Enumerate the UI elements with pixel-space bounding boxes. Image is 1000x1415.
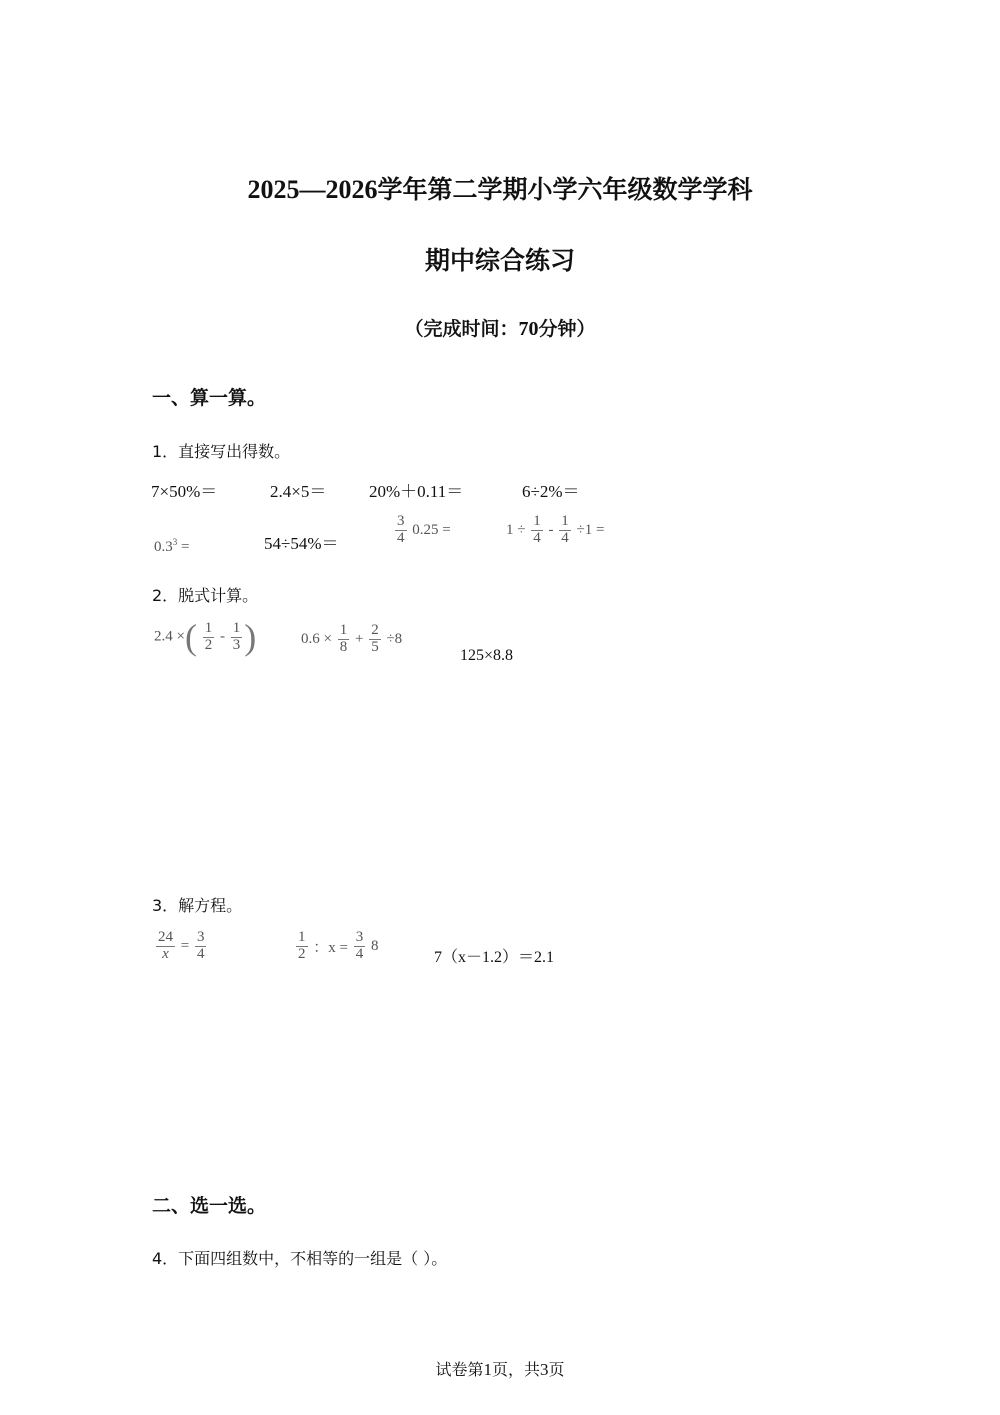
fraction: $\frac{3}{4}$	[196, 929, 205, 962]
q1-expr-1: 7×50%＝	[151, 482, 218, 501]
q3-equation-1: $\frac{24}{x}$ = $\frac{3}{4}$	[158, 929, 205, 962]
q1-expr-4: 6÷2%＝	[522, 482, 580, 501]
fraction: $\frac{1}{3}$	[232, 619, 241, 653]
fraction: $\frac{1}{4}$	[561, 513, 569, 546]
q2-expr-1: 2.4 ×( $\frac{1}{2}$ - $\frac{1}{3}$ )	[154, 617, 257, 657]
q1-expr-7: $\frac{3}{4}$ 0.25 =	[397, 513, 451, 546]
fraction: $\frac{1}{4}$	[533, 513, 541, 546]
fraction: $\frac{3}{4}$	[397, 513, 405, 546]
fraction: $\frac{24}{x}$	[158, 929, 173, 962]
fraction: $\frac{3}{4}$	[355, 929, 364, 962]
q1-expr-6: 54÷54%＝	[264, 534, 339, 553]
page-title	[0, 170, 1000, 206]
fraction: $\frac{1}{2}$	[298, 929, 306, 962]
fraction: $\frac{2}{5}$	[371, 622, 379, 655]
page-footer: 试卷第1页，共3页	[435, 1360, 565, 1379]
question-3-label: 3．解方程。	[152, 896, 243, 915]
question-2-label: 2．脱式计算。	[152, 586, 259, 605]
q1-expr-5: $0.3^3$ =	[154, 537, 190, 555]
question-4-label: 4．下面四组数中，不相等的一组是（ ）。	[152, 1249, 448, 1268]
fraction: $\frac{1}{2}$	[204, 619, 213, 653]
q2-expr-3: 125×8.8	[460, 647, 514, 664]
q1-expr-3: 20%＋0.11＝	[369, 482, 464, 501]
page-subtitle: 期中综合练习	[424, 246, 575, 275]
q2-expr-2: 0.6 × $\frac{1}{8}$ + $\frac{2}{5}$ ÷8	[301, 622, 403, 655]
q1-expr-8: 1 ÷ $\frac{1}{4}$ - $\frac{1}{4}$ ÷1 =	[506, 513, 605, 546]
q3-equation-3: 7（x－1.2）＝2.1	[434, 949, 555, 966]
question-1-label: 1．直接写出得数。	[152, 442, 291, 461]
time-limit: （完成时间：70分钟）	[404, 318, 596, 340]
section-heading-calc: 一、算一算。	[152, 387, 267, 409]
q3-equation-2: $\frac{1}{2}$ ：x = $\frac{3}{4}$ 8	[298, 929, 379, 962]
school-years: 2025—2026	[247, 175, 378, 204]
fraction: $\frac{1}{8}$	[339, 622, 348, 655]
section-heading-choice: 二、选一选。	[152, 1195, 267, 1217]
title-text: 学年第二学期小学六年级数学学科	[377, 175, 753, 204]
q1-expr-2: 2.4×5＝	[270, 482, 327, 501]
